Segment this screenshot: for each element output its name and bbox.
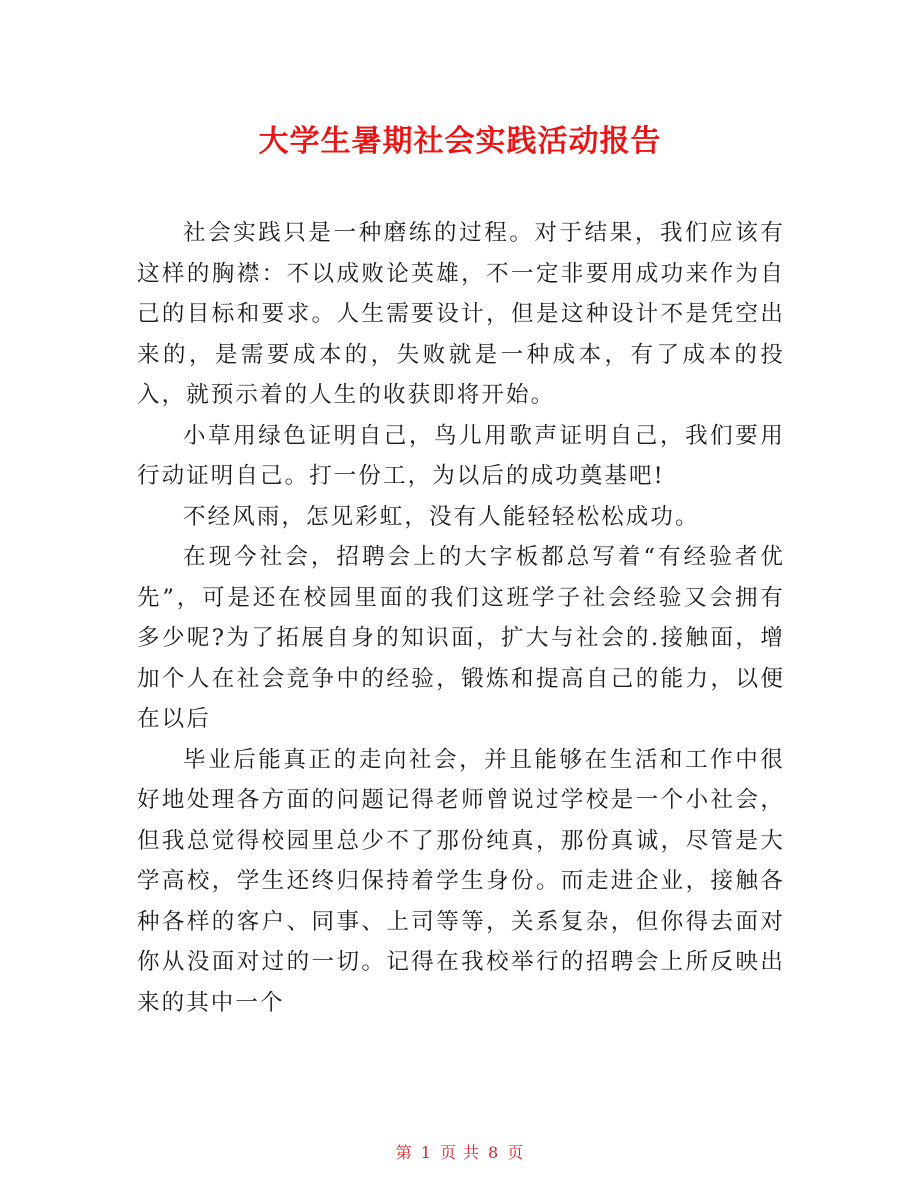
total-pages: 8 (488, 1143, 500, 1162)
footer-prefix: 第 (395, 1143, 413, 1162)
page-number: 1 (420, 1143, 432, 1162)
paragraph: 不经风雨，怎见彩虹，没有人能轻轻松松成功。 (183, 503, 700, 530)
footer-mid: 页 共 (439, 1143, 481, 1162)
footer-suffix: 页 (507, 1143, 525, 1162)
paragraph: 社会实践只是一种磨练的过程。对于结果，我们应该有这样的胸襟：不以成败论英雄，不一定非要用成功来作为自己的目标和要求。人生需要设计，但是这种设计不是凭空出来的，是需要成本的，失败就是一种成本，有了成本的投入，就预示着的人生的收获即将开始。 (137, 220, 785, 408)
document-title: 大学生暑期社会实践活动报告 (258, 124, 662, 159)
paragraph: 在现今社会，招聘会上的大字板都总写着“有经验者优先”，可是还在校园里面的我们这班学子社会经验又会拥有多少呢?为了拓展自身的知识面，扩大与社会的.接触面，增加个人在社会竞争中的经验，锻炼和提高自己的能力，以便在以后 (137, 544, 785, 732)
document-body (137, 213, 785, 1023)
paragraph: 小草用绿色证明自己，鸟儿用歌声证明自己，我们要用行动证明自己。打一份工，为以后的成功奠基吧! (137, 422, 785, 489)
paragraph: 毕业后能真正的走向社会，并且能够在生活和工作中很好地处理各方面的问题记得老师曾说过学校是一个小社会，但我总觉得校园里总少不了那份纯真，那份真诚，尽管是大学高校，学生还终归保持着学生身份。而走进企业，接触各种各样的客户、同事、上司等等，关系复杂，但你得去面对你从没面对过的一切。记得在我校举行的招聘会上所反映出来的其中一个 (137, 746, 785, 1016)
page-footer (0, 1140, 920, 1163)
